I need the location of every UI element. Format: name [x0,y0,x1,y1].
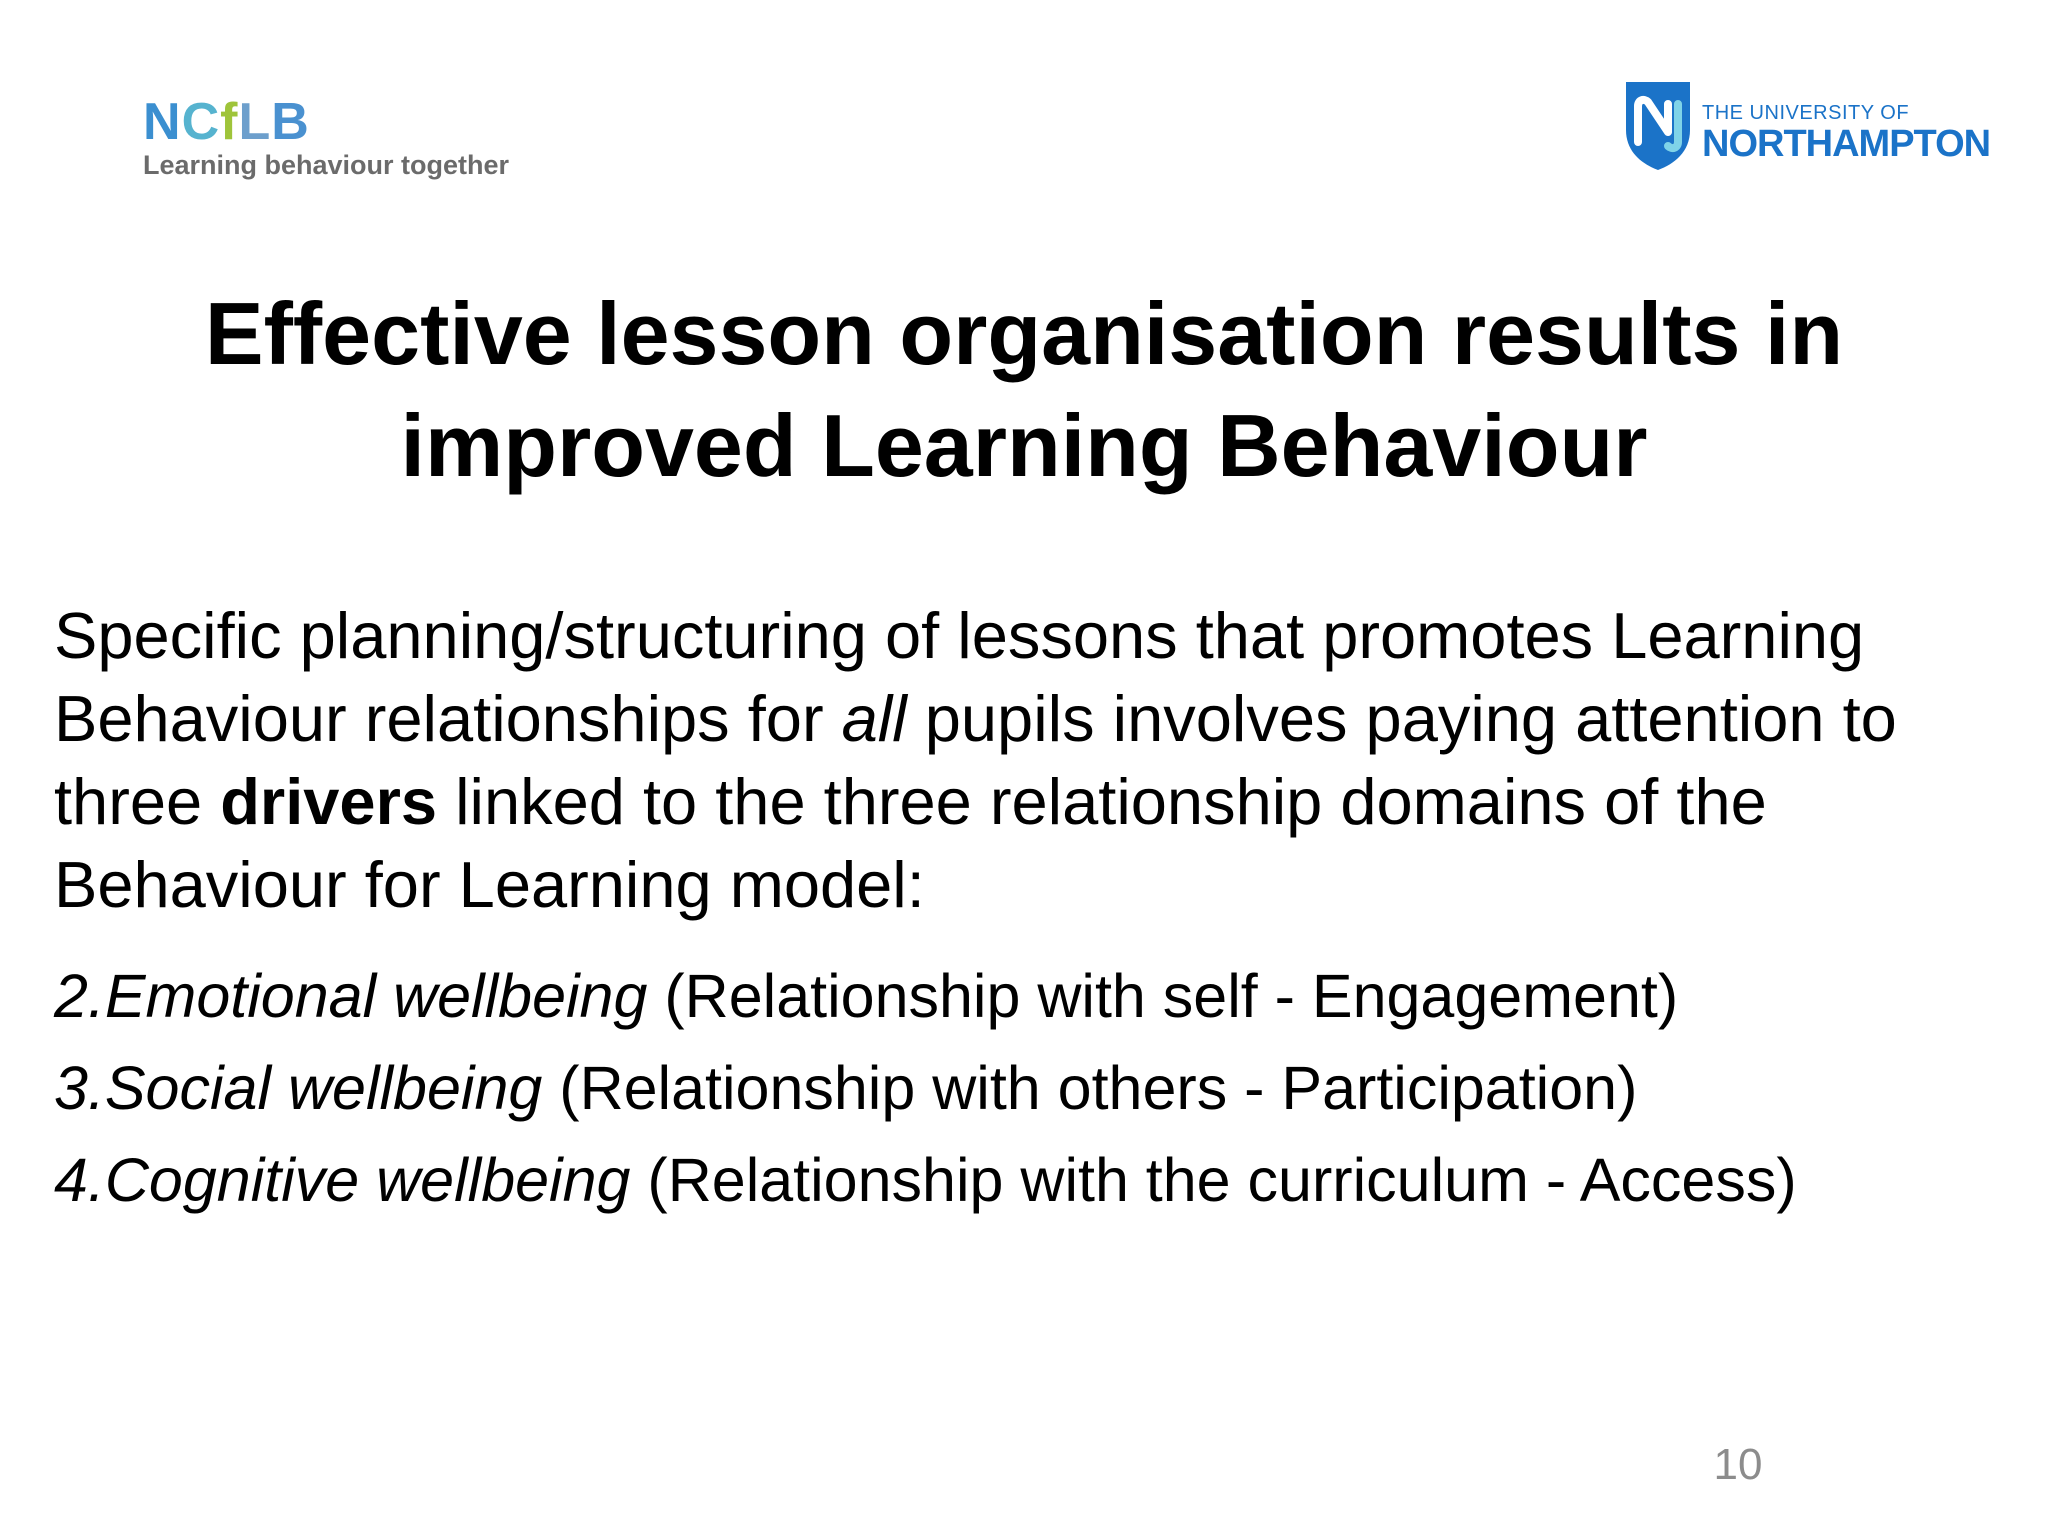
paragraph-text-3: linked to the three relationship domains of the Behaviour for Learning model: [54,765,1767,921]
university-name-line2: NORTHAMPTON [1702,123,1991,165]
driver-item-emotional [54,950,1954,1042]
university-name [1702,102,1990,164]
paragraph-text-1: Specific planning/structuring of lessons that promotes Learning Behaviour relationships for [54,599,1865,755]
driver-detail: (Relationship with the curriculum - Access) [630,1146,1797,1214]
ncflb-tagline: Learning behaviour together [143,150,510,180]
driver-detail: (Relationship with others - Participation) [542,1054,1638,1122]
page-number: 10 [1713,1440,1763,1489]
driver-item-social [54,1042,1954,1134]
university-name-line1: THE UNIVERSITY OF [1702,102,1910,124]
northampton-shield-icon [1622,80,1694,172]
ncflb-logo-mark: NCfLB [143,93,310,151]
body-paragraph [54,594,2014,926]
slide-title-line1: Effective lesson organisation results in [204,284,1844,383]
university-logo [1622,80,1991,170]
driver-item-cognitive [54,1134,1954,1226]
paragraph-text-2: pupils involves paying attention to three [54,682,1897,838]
paragraph-emphasis-all: all [841,682,907,755]
drivers-list [54,950,1954,1226]
driver-label: 3.Social wellbeing [54,1054,543,1122]
driver-detail: (Relationship with self - Engagement) [647,962,1679,1030]
slide-title [100,278,1948,502]
driver-label: 2.Emotional wellbeing [54,962,648,1030]
driver-label: 4.Cognitive wellbeing [54,1146,631,1214]
slide-title-line2: improved Learning Behaviour [400,396,1648,495]
paragraph-emphasis-drivers: drivers [220,765,438,838]
ncflb-logo [143,94,523,184]
